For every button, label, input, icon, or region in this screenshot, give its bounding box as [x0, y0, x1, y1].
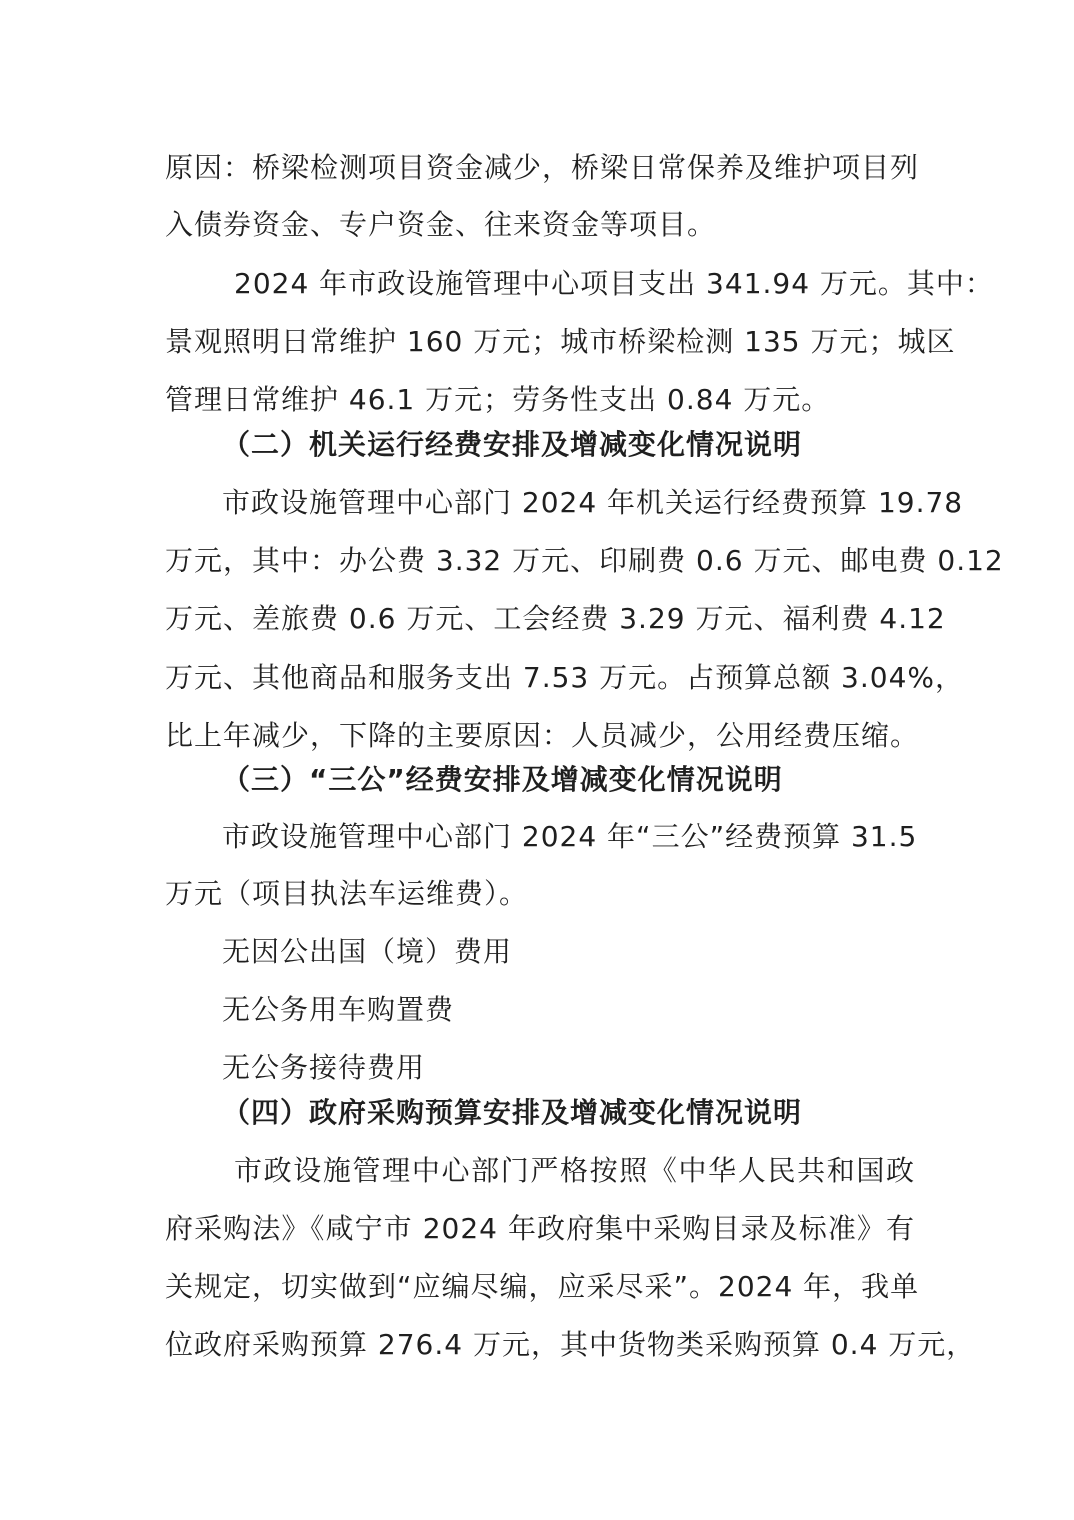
text-line: 入债券资金、专户资金、往来资金等项目。	[165, 208, 717, 241]
text-line: 万元（项目执法车运维费）。	[165, 877, 529, 910]
section-heading: （四）政府采购预算安排及增减变化情况说明	[222, 1096, 803, 1129]
text-line: 无因公出国（境）费用	[222, 935, 513, 968]
text-line: 万元，其中：办公费 3.32 万元、印刷费 0.6 万元、邮电费 0.12	[165, 544, 1004, 577]
text-line: 市政设施管理中心部门 2024 年“三公”经费预算 31.5	[222, 820, 918, 853]
text-line: 关规定，切实做到“应编尽编，应采尽采”。2024 年，我单	[165, 1270, 920, 1303]
text-line: 市政设施管理中心部门严格按照《中华人民共和国政	[234, 1154, 915, 1187]
text-line: 景观照明日常维护 160 万元；城市桥梁检测 135 万元；城区	[165, 325, 956, 358]
text-line: 原因：桥梁检测项目资金减少，桥梁日常保养及维护项目列	[165, 151, 920, 184]
text-line: 2024 年市政设施管理中心项目支出 341.94 万元。其中：	[234, 267, 994, 300]
text-line: 市政设施管理中心部门 2024 年机关运行经费预算 19.78	[222, 486, 964, 519]
section-heading: （二）机关运行经费安排及增减变化情况说明	[222, 428, 803, 461]
text-line: 无公务用车购置费	[222, 993, 455, 1026]
text-line: 无公务接待费用	[222, 1051, 426, 1084]
text-line: 府采购法》《咸宁市 2024 年政府集中采购目录及标准》有	[165, 1212, 915, 1245]
text-line: 位政府采购预算 276.4 万元，其中货物类采购预算 0.4 万元，	[165, 1328, 976, 1361]
section-heading: （三）“三公”经费安排及增减变化情况说明	[222, 763, 783, 796]
text-line: 万元、差旅费 0.6 万元、工会经费 3.29 万元、福利费 4.12	[165, 602, 946, 635]
text-line: 比上年减少，下降的主要原因：人员减少，公用经费压缩。	[165, 719, 920, 752]
text-line: 管理日常维护 46.1 万元；劳务性支出 0.84 万元。	[165, 383, 831, 416]
text-line: 万元、其他商品和服务支出 7.53 万元。占预算总额 3.04%，	[165, 661, 964, 694]
